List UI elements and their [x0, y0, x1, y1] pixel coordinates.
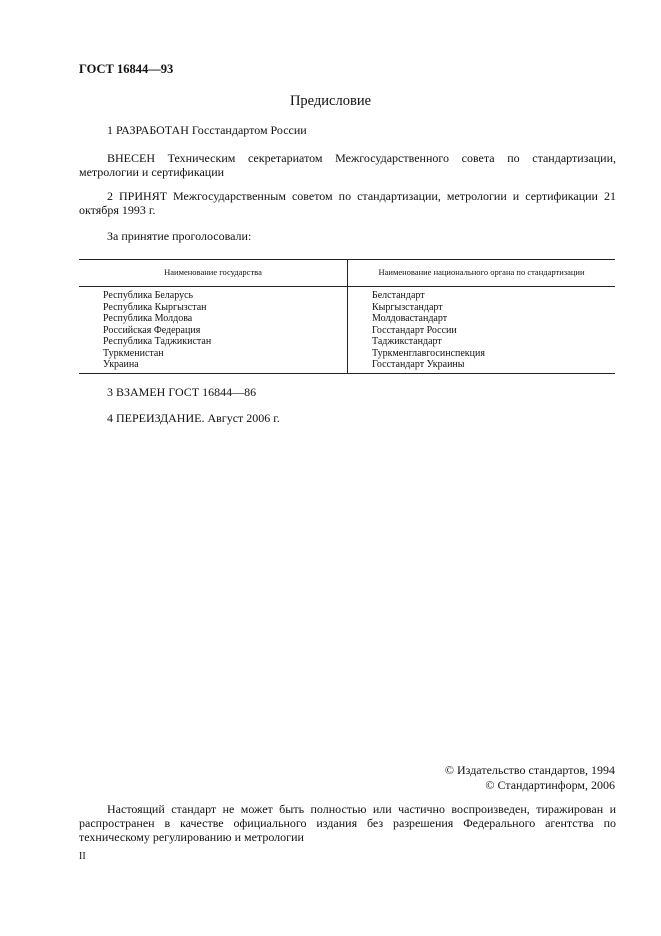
state-name: Российская Федерация	[103, 324, 201, 336]
state-name: Республика Беларусь	[103, 290, 194, 301]
standards-body-name: Белстандарт	[372, 290, 425, 301]
standards-body-name: Туркменглавгосинспекция	[372, 347, 485, 359]
copyright-publisher: © Издательство стандартов, 1994	[444, 763, 615, 777]
item-introduced: ВНЕСЕН Техническим секретариатом Межгосударственного совета по стандартизации, метрологии и сертификации	[79, 151, 616, 179]
column-header-body: Наименование национального органа по стандартизации	[348, 260, 616, 287]
state-name: Украина	[103, 359, 139, 370]
standards-body-name: Таджикстандарт	[372, 336, 442, 347]
document-id: ГОСТ 16844—93	[79, 62, 174, 76]
states-column	[79, 287, 348, 374]
item-replaced: 3 ВЗАМЕН ГОСТ 16844—86	[107, 385, 257, 399]
page-title: Предисловие	[289, 93, 372, 109]
bodies-column	[348, 287, 616, 374]
state-name: Республика Кыргызстан	[103, 301, 207, 313]
reproduction-notice: Настоящий стандарт не может быть полностью или частично воспроизведен, тиражирован и распространен в качестве официального издания без разрешения Федерального агентства по техническому регулированию и метрологии	[79, 802, 616, 844]
standards-body-name: Госстандарт России	[372, 324, 457, 336]
item-adopted: 2 ПРИНЯТ Межгосударственным советом по стандартизации, метрологии и сертификации 21 октября 1993 г.	[79, 189, 616, 217]
states-table	[79, 259, 615, 374]
page-number: II	[79, 851, 86, 862]
voted-label: За принятие проголосовали:	[107, 229, 252, 243]
standards-body-name: Молдовастандарт	[372, 313, 448, 324]
item-reissue: 4 ПЕРЕИЗДАНИЕ. Август 2006 г.	[107, 411, 280, 425]
column-header-state: Наименование государства	[79, 260, 348, 287]
item-developed: 1 РАЗРАБОТАН Госстандартом России	[107, 123, 307, 137]
standards-body-name: Кыргызстандарт	[372, 301, 443, 313]
table-row	[79, 287, 615, 374]
state-name: Туркменистан	[103, 347, 164, 359]
standards-body-name: Госстандарт Украины	[372, 359, 465, 370]
copyright-standartinform: © Стандартинформ, 2006	[485, 778, 615, 792]
state-name: Республика Молдова	[103, 313, 193, 324]
table-header-row	[79, 260, 615, 287]
state-name: Республика Таджикистан	[103, 336, 212, 347]
